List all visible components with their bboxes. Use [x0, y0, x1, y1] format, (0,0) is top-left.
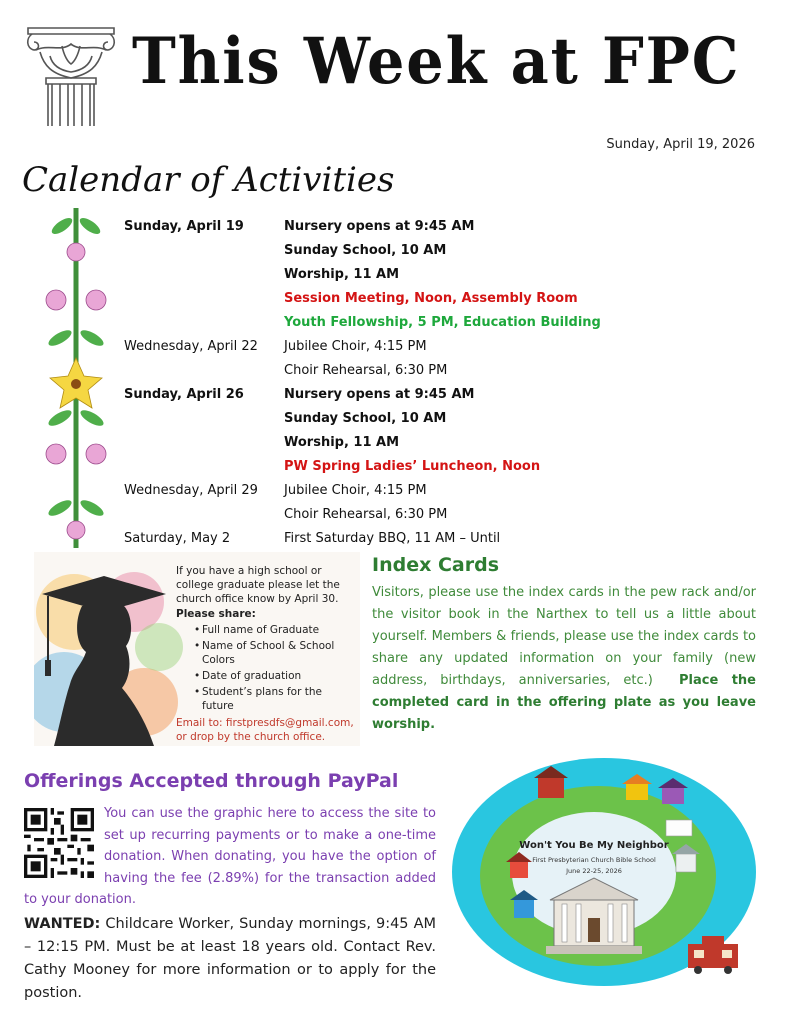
calendar-row	[124, 214, 764, 238]
graduate-items-list	[194, 623, 354, 713]
calendar-row	[124, 478, 764, 502]
paypal-heading: Offerings Accepted through PayPal	[24, 770, 399, 792]
calendar-event: Choir Rehearsal, 6:30 PM	[284, 506, 448, 522]
graduate-announcement-card	[34, 552, 360, 746]
wanted-label: WANTED:	[24, 916, 101, 932]
vbs-dates: June 22-25, 2026	[566, 867, 622, 875]
calendar-row	[124, 262, 764, 286]
calendar-row	[124, 430, 764, 454]
list-item: • Date of graduation	[194, 669, 354, 683]
calendar-event: Sunday School, 10 AM	[284, 242, 447, 258]
calendar-row	[124, 502, 764, 526]
index-cards-heading: Index Cards	[372, 554, 499, 576]
list-item: • Name of School & School Colors	[194, 639, 354, 667]
calendar-event: Youth Fellowship, 5 PM, Education Building	[284, 314, 601, 330]
calendar-day: Wednesday, April 29	[124, 482, 258, 498]
calendar-event: Nursery opens at 9:45 AM	[284, 386, 475, 402]
calendar-event: Worship, 11 AM	[284, 434, 400, 450]
vbs-title: Won't You Be My Neighbor	[519, 840, 669, 851]
calendar-heading: Calendar of Activities	[22, 160, 395, 200]
calendar-row	[124, 310, 764, 334]
calendar-row	[124, 286, 764, 310]
calendar-event: First Saturday BBQ, 11 AM – Until	[284, 530, 501, 546]
corinthian-column-icon	[22, 22, 120, 128]
calendar-day: Sunday, April 26	[124, 386, 244, 402]
graduate-silhouette-icon	[34, 552, 194, 746]
list-item: • Full name of Graduate	[194, 623, 354, 637]
calendar-row	[124, 382, 764, 406]
graduate-intro: If you have a high school or college graduate please let the church office know by April 30.	[176, 565, 340, 605]
graduate-card-text	[176, 564, 354, 744]
vbs-subtitle: First Presbyterian Church Bible School	[532, 856, 656, 864]
calendar-event: Jubilee Choir, 4:15 PM	[284, 482, 427, 498]
list-item: • Student’s plans for the future	[194, 685, 354, 713]
calendar-day: Saturday, May 2	[124, 530, 231, 546]
calendar-day: Sunday, April 19	[124, 218, 244, 234]
calendar-event: Nursery opens at 9:45 AM	[284, 218, 475, 234]
calendar-event: Jubilee Choir, 4:15 PM	[284, 338, 427, 354]
paypal-body	[24, 803, 436, 911]
graduate-share-label: Please share:	[176, 608, 256, 620]
calendar-event: Session Meeting, Noon, Assembly Room	[284, 290, 578, 306]
calendar-row	[124, 358, 764, 382]
page-title: This Week at FPC	[132, 24, 741, 99]
calendar-row	[124, 406, 764, 430]
floral-vine-icon	[40, 208, 112, 548]
calendar-event: PW Spring Ladies’ Luncheon, Noon	[284, 458, 541, 474]
calendar-event: Sunday School, 10 AM	[284, 410, 447, 426]
paypal-text: You can use the graphic here to access the site to set up recurring payments or to make a one-time donation. When donating, you have the option of having the fee (2.89%) for the transaction added to your donation.	[24, 806, 436, 907]
calendar-list	[124, 214, 764, 550]
calendar-row	[124, 454, 764, 478]
calendar-row	[124, 526, 764, 550]
calendar-day: Wednesday, April 22	[124, 338, 258, 354]
issue-date: Sunday, April 19, 2026	[606, 137, 755, 152]
index-cards-emphasis: Place the completed card in the offering plate as you leave worship.	[372, 673, 756, 732]
calendar-event: Worship, 11 AM	[284, 266, 400, 282]
index-cards-body	[372, 582, 756, 736]
calendar-event: Choir Rehearsal, 6:30 PM	[284, 362, 448, 378]
calendar-row	[124, 334, 764, 358]
index-cards-text: Visitors, please use the index cards in the pew rack and/or the visitor book in the Narthex to tell us a little about yourself. Members & friends, please use the index cards to share any updated information on your family (new address, birthdays, anniversaries, etc.)	[372, 585, 756, 688]
vbs-neighbor-graphic	[448, 754, 760, 990]
wanted-text: Childcare Worker, Sunday mornings, 9:45 AM – 12:15 PM. Must be at least 18 years old. Contact Rev. Cathy Mooney for more information or to apply for the postion.	[24, 916, 436, 1001]
wanted-notice	[24, 913, 436, 1005]
calendar-row	[124, 238, 764, 262]
graduate-email-line: Email to: firstpresdfs@gmail.com, or drop by the church office.	[176, 717, 354, 743]
